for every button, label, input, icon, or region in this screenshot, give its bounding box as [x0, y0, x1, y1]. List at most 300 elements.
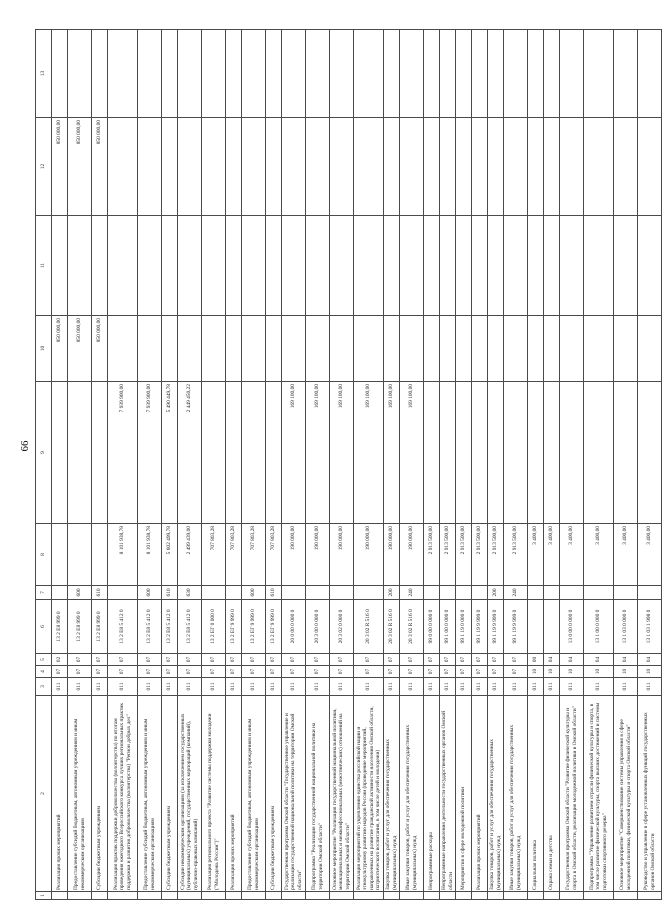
row-index-cell — [242, 892, 266, 900]
row-value-cell — [584, 30, 614, 118]
row-value-cell: 13 2 Е8 5 412 0 — [162, 600, 178, 654]
row-value-cell — [638, 382, 662, 524]
row-value-cell: 07 — [384, 654, 400, 666]
row-value-cell — [52, 586, 68, 600]
row-value-cell — [108, 216, 138, 316]
row-value-cell: 011 — [354, 678, 384, 696]
row-value-cell: 8 101 938,78 — [138, 524, 162, 586]
page-number: 66 — [19, 440, 31, 452]
row-value-cell: 07 — [384, 666, 400, 678]
row-value-cell: 190 000,00 — [384, 524, 400, 586]
row-index-cell — [68, 892, 92, 900]
row-value-cell: 99 1 00 0 000 0 — [440, 600, 456, 654]
row-value-cell: 07 — [456, 654, 472, 666]
row-value-cell: 8 101 938,78 — [108, 524, 138, 586]
row-value-cell — [528, 382, 544, 524]
row-value-cell — [266, 382, 282, 524]
row-value-cell: 07 — [400, 666, 424, 678]
row-value-cell: 07 — [354, 654, 384, 666]
table-row — [52, 30, 68, 900]
row-value-cell — [226, 586, 242, 600]
row-value-cell: 7 939 900,00 — [108, 382, 138, 524]
header-cell: 10 — [36, 316, 52, 382]
header-cell: 11 — [36, 216, 52, 316]
row-value-cell — [226, 118, 242, 216]
row-value-cell — [528, 118, 544, 216]
row-value-cell: 2 913 500,00 — [472, 524, 488, 586]
row-value-cell — [162, 216, 178, 316]
row-value-cell — [226, 30, 242, 118]
row-name-cell: Охрана семьи и детства — [544, 696, 560, 892]
row-value-cell — [330, 118, 354, 216]
row-name-cell: Иные закупки товаров, работ и услуг для обеспечения государственных (муниципальных) нужд — [400, 696, 424, 892]
row-value-cell: 011 — [384, 678, 400, 696]
row-index-cell — [282, 892, 306, 900]
table-row — [92, 30, 108, 900]
row-value-cell — [544, 216, 560, 316]
row-value-cell: 011 — [400, 678, 424, 696]
row-value-cell — [354, 216, 384, 316]
row-value-cell — [266, 316, 282, 382]
row-value-cell — [504, 30, 528, 118]
row-value-cell — [440, 586, 456, 600]
row-value-cell — [440, 118, 456, 216]
row-value-cell — [472, 586, 488, 600]
row-value-cell — [472, 316, 488, 382]
row-value-cell: 13 2 Е8 5 412 0 — [108, 600, 138, 654]
row-value-cell: 10 — [584, 666, 614, 678]
row-value-cell — [202, 216, 226, 316]
row-value-cell — [504, 382, 528, 524]
header-cell: 8 — [36, 524, 52, 586]
row-value-cell: 011 — [306, 678, 330, 696]
row-value-cell: 07 — [266, 654, 282, 666]
row-value-cell — [178, 30, 202, 118]
table-row — [440, 30, 456, 900]
row-value-cell — [202, 316, 226, 382]
row-value-cell: 2 913 500,00 — [456, 524, 472, 586]
row-value-cell: 200 — [488, 586, 504, 600]
table-row — [282, 30, 306, 900]
row-name-cell: Подпрограмма "Реализация государственной национальной политики на территории Омской области" — [306, 696, 330, 892]
row-value-cell — [638, 216, 662, 316]
row-value-cell: 3 400,00 — [638, 524, 662, 586]
row-value-cell: 07 — [226, 666, 242, 678]
row-value-cell: 99 1 19 9 999 0 — [504, 600, 528, 654]
row-index-cell — [354, 892, 384, 900]
row-value-cell — [488, 118, 504, 216]
row-value-cell — [456, 216, 472, 316]
table-row — [488, 30, 504, 900]
row-value-cell: 190 000,00 — [282, 524, 306, 586]
row-value-cell — [108, 118, 138, 216]
row-value-cell — [52, 382, 68, 524]
row-value-cell: 04 — [584, 654, 614, 666]
row-value-cell: 707 803,28 — [266, 524, 282, 586]
row-value-cell — [584, 586, 614, 600]
row-value-cell: 10 — [528, 666, 544, 678]
row-value-cell: 13 1 00 0 000 0 — [584, 600, 614, 654]
table-row — [638, 30, 662, 900]
row-value-cell — [226, 382, 242, 524]
row-name-cell: Субсидии бюджетным учреждениям — [92, 696, 108, 892]
table-row — [456, 30, 472, 900]
row-value-cell — [424, 316, 440, 382]
row-value-cell: 2 913 500,00 — [504, 524, 528, 586]
row-value-cell: 2 913 500,00 — [424, 524, 440, 586]
row-index-cell — [162, 892, 178, 900]
row-value-cell — [400, 118, 424, 216]
row-value-cell — [528, 216, 544, 316]
row-value-cell: 07 — [306, 666, 330, 678]
row-value-cell: 169 100,00 — [354, 382, 384, 524]
row-name-cell: Подпрограмма "Управление развитием отрасли физической культуры и спорта, в том числе развитие физической культуры, спорта высших достижений и системы подготовки спортивного резерва" — [584, 696, 614, 892]
row-index-cell — [560, 892, 584, 900]
row-index-cell — [330, 892, 354, 900]
row-value-cell: 169 100,00 — [330, 382, 354, 524]
row-value-cell: 5 490 449,78 — [162, 382, 178, 524]
row-value-cell: 07 — [68, 666, 92, 678]
row-value-cell: 011 — [52, 678, 68, 696]
row-index-cell — [488, 892, 504, 900]
header-cell: 3 — [36, 678, 52, 696]
row-name-cell: Реализация практик поддержки добровольчества (волонтерства) по итогам проведения ежегодного Всероссийского конкурса лучших региональных практик поддержки и развития добровольчества (волонтерства) "Регион добрых дел" — [108, 696, 138, 892]
row-value-cell: 169 100,00 — [282, 382, 306, 524]
row-value-cell — [560, 30, 584, 118]
row-value-cell: 07 — [138, 666, 162, 678]
table-row — [472, 30, 488, 900]
header-cell: 2 — [36, 696, 52, 892]
row-value-cell: 07 — [330, 654, 354, 666]
row-value-cell: 011 — [504, 678, 528, 696]
row-value-cell — [330, 216, 354, 316]
row-value-cell — [306, 118, 330, 216]
row-value-cell — [202, 30, 226, 118]
row-name-cell: Закупка товаров, работ и услуг для обеспечения государственных (муниципальных) нужд — [488, 696, 504, 892]
row-value-cell: 07 — [400, 654, 424, 666]
row-value-cell: 07 — [282, 654, 306, 666]
row-value-cell: 707 803,28 — [202, 524, 226, 586]
row-value-cell — [560, 216, 584, 316]
row-value-cell: 10 — [638, 666, 662, 678]
row-value-cell: 240 — [400, 586, 424, 600]
row-index-cell — [614, 892, 638, 900]
row-value-cell — [400, 216, 424, 316]
row-value-cell: 13 2 Е8 5 412 0 — [138, 600, 162, 654]
row-value-cell: 850 000,00 — [92, 118, 108, 216]
row-value-cell: 07 — [488, 654, 504, 666]
row-value-cell: 240 — [504, 586, 528, 600]
row-value-cell — [52, 524, 68, 586]
row-value-cell — [108, 30, 138, 118]
row-value-cell: 07 — [440, 654, 456, 666]
row-name-cell: Иные закупки товаров, работ и услуг для обеспечения государственных (муниципальных) нужд — [504, 696, 528, 892]
row-value-cell: 20 0 00 0 000 0 — [282, 600, 306, 654]
row-value-cell: 13 2 ЕГ 9 999 0 — [226, 600, 242, 654]
row-index-cell — [384, 892, 400, 900]
row-index-cell — [456, 892, 472, 900]
row-value-cell: 13 0 00 0 000 0 — [560, 600, 584, 654]
row-value-cell: 07 — [472, 666, 488, 678]
table-row — [242, 30, 266, 900]
row-value-cell: 07 — [330, 666, 354, 678]
row-value-cell: 011 — [560, 678, 584, 696]
row-value-cell: 07 — [226, 654, 242, 666]
row-value-cell — [354, 30, 384, 118]
row-value-cell: 011 — [528, 678, 544, 696]
row-name-cell: Мероприятия в сфере молодежной политики — [456, 696, 472, 892]
row-value-cell: 011 — [638, 678, 662, 696]
row-value-cell — [92, 216, 108, 316]
row-value-cell — [440, 382, 456, 524]
row-value-cell: 13 2 Е8 5 412 0 — [178, 600, 202, 654]
row-value-cell: 07 — [92, 654, 108, 666]
row-value-cell: 2 913 500,00 — [488, 524, 504, 586]
row-value-cell — [544, 30, 560, 118]
row-value-cell: 07 — [108, 654, 138, 666]
table-row — [354, 30, 384, 900]
row-value-cell: 011 — [108, 678, 138, 696]
row-value-cell — [560, 586, 584, 600]
row-name-cell: Закупка товаров, работ и услуг для обеспечения государственных (муниципальных) нужд — [384, 696, 400, 892]
table-row — [560, 30, 584, 900]
row-value-cell — [108, 316, 138, 382]
row-value-cell: 011 — [162, 678, 178, 696]
row-value-cell — [138, 216, 162, 316]
row-value-cell — [52, 30, 68, 118]
row-value-cell: 169 100,00 — [400, 382, 424, 524]
row-name-cell: Предоставление субсидий бюджетным, автономным учреждениям и иным некоммерческим организациям — [242, 696, 266, 892]
row-value-cell — [330, 586, 354, 600]
row-value-cell — [584, 316, 614, 382]
row-value-cell: 07 — [202, 666, 226, 678]
row-value-cell: 011 — [584, 678, 614, 696]
row-value-cell: 011 — [424, 678, 440, 696]
row-index-cell — [266, 892, 282, 900]
row-value-cell: 850 000,00 — [92, 316, 108, 382]
row-value-cell — [242, 118, 266, 216]
row-value-cell: 07 — [242, 654, 266, 666]
row-value-cell — [242, 382, 266, 524]
row-value-cell — [68, 216, 92, 316]
row-value-cell — [282, 30, 306, 118]
row-value-cell — [472, 216, 488, 316]
row-name-cell: Социальная политика — [528, 696, 544, 892]
row-value-cell: 850 000,00 — [68, 316, 92, 382]
row-value-cell — [178, 118, 202, 216]
row-value-cell — [488, 30, 504, 118]
row-value-cell — [614, 30, 638, 118]
header-cell: 6 — [36, 600, 52, 654]
row-value-cell — [528, 316, 544, 382]
row-value-cell: 600 — [68, 586, 92, 600]
row-name-cell: Субсидии некоммерческим организациям (за исключением государственных (муниципальных) учреждений, государственных корпораций (компаний), публично-правовых компаний) — [178, 696, 202, 892]
row-value-cell — [108, 586, 138, 600]
row-value-cell: 2 913 500,00 — [440, 524, 456, 586]
row-index-cell — [52, 892, 68, 900]
row-value-cell: 011 — [282, 678, 306, 696]
table-row — [584, 30, 614, 900]
row-value-cell: 07 — [202, 654, 226, 666]
row-value-cell — [584, 382, 614, 524]
table-row — [178, 30, 202, 900]
row-index-cell — [472, 892, 488, 900]
row-value-cell: 190 000,00 — [306, 524, 330, 586]
row-value-cell: 011 — [202, 678, 226, 696]
row-value-cell: 07 — [354, 666, 384, 678]
row-value-cell: 190 000,00 — [354, 524, 384, 586]
row-value-cell: 600 — [138, 586, 162, 600]
row-value-cell: 600 — [242, 586, 266, 600]
row-index-cell — [400, 892, 424, 900]
row-index-cell — [108, 892, 138, 900]
row-value-cell: 13 2 ЕГ 0 000 0 — [202, 600, 226, 654]
row-value-cell — [584, 118, 614, 216]
header-cell: 5 — [36, 654, 52, 666]
row-value-cell: 3 400,00 — [544, 524, 560, 586]
table-row — [504, 30, 528, 900]
table-row — [202, 30, 226, 900]
row-value-cell: 10 — [614, 666, 638, 678]
row-value-cell — [354, 316, 384, 382]
row-value-cell: 07 — [306, 654, 330, 666]
row-value-cell — [424, 216, 440, 316]
row-value-cell: 07 — [504, 666, 528, 678]
row-name-cell: Реализация прочих мероприятий — [52, 696, 68, 892]
row-value-cell: 011 — [544, 678, 560, 696]
row-value-cell — [92, 524, 108, 586]
row-value-cell: 610 — [266, 586, 282, 600]
table-row — [306, 30, 330, 900]
row-value-cell — [440, 216, 456, 316]
row-value-cell: 20 3 00 0 000 0 — [306, 600, 330, 654]
row-value-cell: 07 — [162, 654, 178, 666]
row-value-cell: 99 1 19 0 000 0 — [456, 600, 472, 654]
row-value-cell — [354, 118, 384, 216]
row-name-cell: Субсидии бюджетным учреждениям — [162, 696, 178, 892]
row-value-cell: 011 — [178, 678, 202, 696]
row-value-cell — [472, 382, 488, 524]
row-value-cell: 011 — [472, 678, 488, 696]
row-value-cell — [472, 118, 488, 216]
row-value-cell: 200 — [384, 586, 400, 600]
row-value-cell — [226, 216, 242, 316]
row-name-cell: Руководство и управление в сфере установленных функций государственных органов Омской области — [638, 696, 662, 892]
row-value-cell — [638, 586, 662, 600]
row-value-cell: 13 2 Е8 999 0 — [92, 600, 108, 654]
row-index-cell — [178, 892, 202, 900]
row-index-cell — [306, 892, 330, 900]
row-value-cell — [584, 216, 614, 316]
row-value-cell — [52, 216, 68, 316]
row-name-cell: Реализация мероприятий по укреплению единства российской нации и этнокультурному развитию народов России (проведение мероприятий, направленных на развитие гражданской активности населения Омской области, патриотического воспитания, в том числе детей и молодежи) — [354, 696, 384, 892]
table-row — [330, 30, 354, 900]
row-value-cell: 07 — [472, 654, 488, 666]
row-value-cell — [614, 586, 638, 600]
row-index-cell — [138, 892, 162, 900]
row-name-cell: Реализация регионального проекта "Развитие системы поддержки молодежи ("Молодежь России")" — [202, 696, 226, 892]
row-value-cell: 99 1 19 9 999 0 — [488, 600, 504, 654]
row-value-cell — [266, 30, 282, 118]
row-value-cell: 07 — [440, 666, 456, 678]
row-value-cell: 07 — [92, 666, 108, 678]
row-value-cell: 169 100,00 — [306, 382, 330, 524]
row-value-cell: 610 — [162, 586, 178, 600]
row-value-cell: 707 803,28 — [242, 524, 266, 586]
header-cell: 7 — [36, 586, 52, 600]
row-index-cell — [92, 892, 108, 900]
row-value-cell — [92, 30, 108, 118]
row-value-cell: 07 — [456, 666, 472, 678]
row-value-cell: 99 1 19 9 999 0 — [472, 600, 488, 654]
row-value-cell — [400, 316, 424, 382]
row-value-cell — [544, 586, 560, 600]
row-value-cell — [488, 216, 504, 316]
row-value-cell: 07 — [282, 666, 306, 678]
header-cell: 1 — [36, 892, 52, 900]
row-value-cell — [528, 600, 544, 654]
row-value-cell — [488, 382, 504, 524]
row-value-cell: 07 — [108, 666, 138, 678]
row-value-cell: 011 — [488, 678, 504, 696]
row-value-cell: 07 — [138, 654, 162, 666]
row-value-cell: 07 — [162, 666, 178, 678]
row-value-cell — [384, 30, 400, 118]
row-value-cell: 3 400,00 — [584, 524, 614, 586]
row-name-cell: Основное мероприятие "Реализация государственной национальной политики, межнациональных и межконфессиональных (межэтнических) отношений на территории Омской области" — [330, 696, 354, 892]
row-value-cell — [456, 118, 472, 216]
row-value-cell: 07 — [52, 666, 68, 678]
row-value-cell: 07 — [242, 666, 266, 678]
row-index-cell — [424, 892, 440, 900]
row-value-cell: 011 — [456, 678, 472, 696]
row-value-cell — [440, 316, 456, 382]
row-index-cell — [638, 892, 662, 900]
row-value-cell: 07 — [424, 666, 440, 678]
row-value-cell — [424, 382, 440, 524]
row-index-cell — [528, 892, 544, 900]
header-cell: 4 — [36, 666, 52, 678]
row-value-cell — [504, 316, 528, 382]
row-value-cell — [68, 30, 92, 118]
row-value-cell: 850 000,00 — [52, 316, 68, 382]
row-value-cell: 011 — [242, 678, 266, 696]
table-row — [400, 30, 424, 900]
row-value-cell — [68, 524, 92, 586]
table-row — [528, 30, 544, 900]
row-value-cell — [384, 316, 400, 382]
row-value-cell — [162, 30, 178, 118]
budget-table — [35, 29, 662, 900]
row-value-cell: 07 — [266, 666, 282, 678]
row-value-cell — [162, 316, 178, 382]
row-value-cell: 13 1 03 0 000 0 — [614, 600, 638, 654]
row-value-cell: 3 400,00 — [560, 524, 584, 586]
row-value-cell: 13 2 ЕГ 9 999 0 — [266, 600, 282, 654]
row-value-cell — [226, 316, 242, 382]
row-value-cell — [424, 30, 440, 118]
row-value-cell — [92, 382, 108, 524]
row-value-cell: 630 — [178, 586, 202, 600]
row-value-cell — [614, 118, 638, 216]
row-value-cell — [560, 316, 584, 382]
row-value-cell — [282, 586, 306, 600]
row-value-cell: 2 449 450,22 — [178, 382, 202, 524]
row-value-cell — [138, 30, 162, 118]
row-value-cell — [242, 216, 266, 316]
rotated-page — [35, 30, 656, 900]
row-name-cell: Непрограммные направления деятельности государственных органов Омской области — [440, 696, 456, 892]
